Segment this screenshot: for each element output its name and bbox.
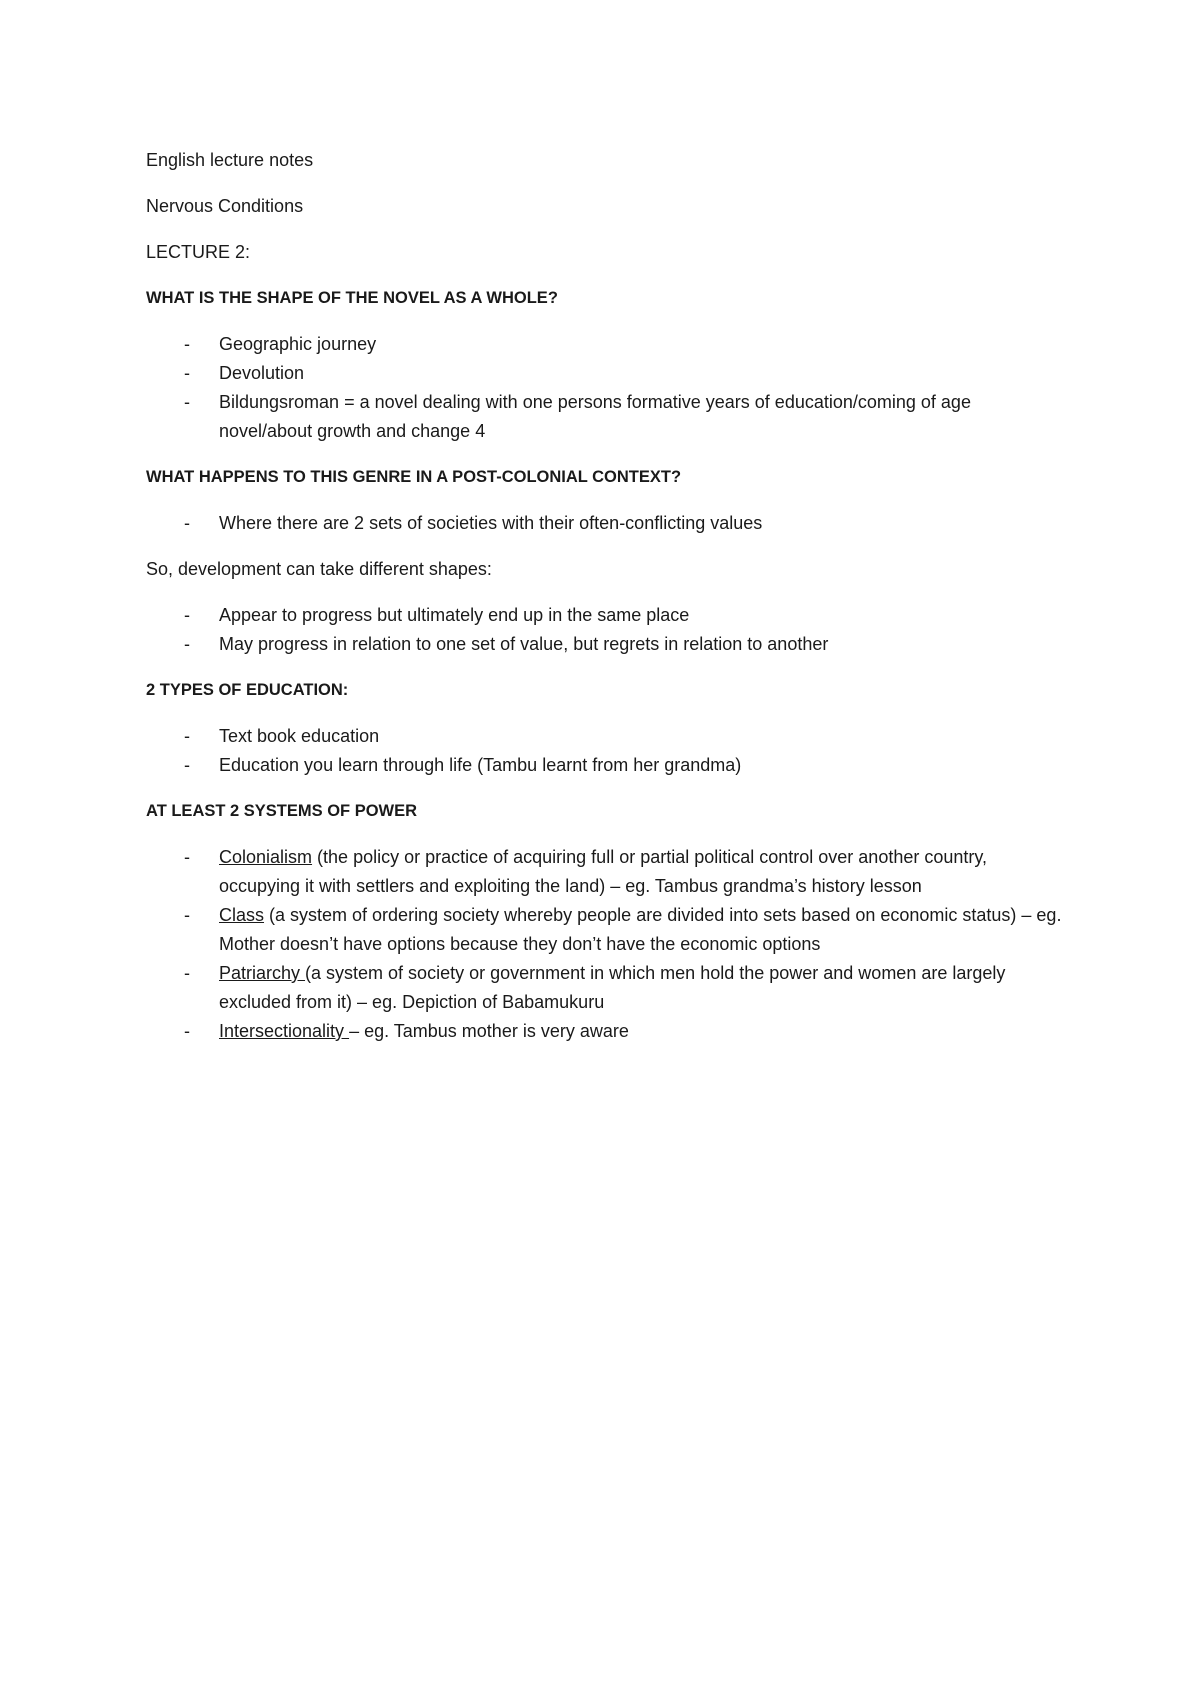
list-item: [146, 843, 1066, 901]
dash-bullet: -: [184, 963, 190, 983]
list-item: [146, 330, 1066, 359]
term-definition: (a system of society or government in which men hold the power and women are largely excluded from it) – eg. Depiction of Babamukuru: [219, 963, 1006, 1012]
bullet-list: [146, 722, 1066, 780]
bullet-list: [146, 843, 1066, 1046]
dash-bullet: -: [184, 634, 190, 654]
list-item: [146, 722, 1066, 751]
section-heading: WHAT HAPPENS TO THIS GENRE IN A POST-COLONIAL CONTEXT?: [146, 468, 682, 486]
list-item-text: Where there are 2 sets of societies with their often-conflicting values: [219, 513, 763, 533]
dash-bullet: -: [184, 847, 190, 867]
dash-bullet: -: [184, 905, 190, 925]
dash-bullet: -: [184, 726, 190, 746]
list-item-text: Appear to progress but ultimately end up in the same place: [219, 605, 690, 625]
list-item-text: May progress in relation to one set of value, but regrets in relation to another: [219, 634, 829, 654]
term-definition: (a system of ordering society whereby people are divided into sets based on economic status) – eg. Mother doesn’t have options because they don’t have the economic options: [219, 905, 1062, 954]
dash-bullet: -: [184, 334, 190, 354]
list-item: [146, 630, 1066, 659]
list-item: [146, 388, 1066, 446]
dash-bullet: -: [184, 392, 190, 412]
term-label: Class: [219, 905, 265, 925]
bullet-list: [146, 330, 1066, 446]
term-label: Patriarchy: [219, 963, 306, 983]
term-definition: – eg. Tambus mother is very aware: [349, 1021, 629, 1041]
term-label: Intersectionality: [219, 1021, 350, 1041]
term-label: Colonialism: [219, 847, 313, 867]
doc-title: English lecture notes: [146, 150, 314, 170]
list-item: [146, 959, 1066, 1017]
list-item-text: Text book education: [219, 726, 380, 746]
list-item-text: Devolution: [219, 363, 305, 383]
dash-bullet: -: [184, 755, 190, 775]
doc-subtitle: Nervous Conditions: [146, 196, 304, 216]
list-item: [146, 1017, 1066, 1046]
list-item-text: Bildungsroman = a novel dealing with one persons formative years of education/coming of age novel/about growth and change 4: [219, 392, 971, 441]
list-item: [146, 751, 1066, 780]
dash-bullet: -: [184, 513, 190, 533]
bullet-list: [146, 509, 1066, 538]
list-item: [146, 359, 1066, 388]
section-paragraph: So, development can take different shapes:: [146, 559, 492, 579]
list-item-text: Education you learn through life (Tambu learnt from her grandma): [219, 755, 742, 775]
bullet-list: [146, 601, 1066, 659]
list-item: [146, 509, 1066, 538]
dash-bullet: -: [184, 363, 190, 383]
section-heading: WHAT IS THE SHAPE OF THE NOVEL AS A WHOLE?: [146, 289, 558, 307]
list-item: [146, 601, 1066, 630]
dash-bullet: -: [184, 605, 190, 625]
list-item: [146, 901, 1066, 959]
term-definition: (the policy or practice of acquiring full or partial political control over another country, occupying it with settlers and exploiting the land) – eg. Tambus grandma’s history lesson: [219, 847, 988, 896]
document-content: [146, 146, 1066, 1063]
section-heading: 2 TYPES OF EDUCATION:: [146, 681, 349, 699]
dash-bullet: -: [184, 1021, 190, 1041]
lecture-label: LECTURE 2:: [146, 242, 251, 262]
list-item-text: Geographic journey: [219, 334, 377, 354]
section-heading: AT LEAST 2 SYSTEMS OF POWER: [146, 802, 418, 820]
